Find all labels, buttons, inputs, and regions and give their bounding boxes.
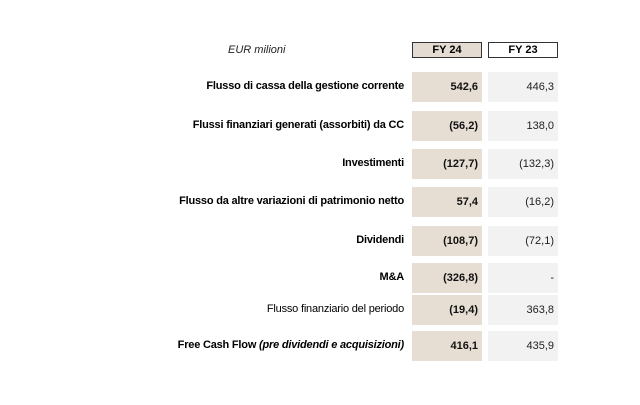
column-header-fy23: FY 23	[488, 42, 558, 58]
cell-fy24-working-capital: (56,2)	[412, 111, 482, 141]
row-label-period-cash-flow: Flusso finanziario del periodo	[266, 303, 404, 315]
cell-fy24-operating-cash-flow: 542,6	[412, 72, 482, 102]
cell-fy23-operating-cash-flow: 446,3	[488, 72, 558, 102]
cell-fy24-period-cash-flow: (19,4)	[412, 295, 482, 325]
column-header-fy24: FY 24	[412, 42, 482, 58]
cell-fy24-free-cash-flow: 416,1	[412, 331, 482, 361]
cell-fy23-period-cash-flow: 363,8	[488, 295, 558, 325]
free-cash-flow-label: Free Cash Flow	[177, 339, 260, 351]
row-label-equity-changes: Flusso da altre variazioni di patrimonio netto	[179, 195, 404, 207]
row-label-dividends: Dividendi	[356, 234, 404, 246]
cell-fy23-dividends: (72,1)	[488, 226, 558, 256]
cell-fy24-dividends: (108,7)	[412, 226, 482, 256]
row-label-working-capital: Flussi finanziari generati (assorbiti) da CC	[192, 119, 404, 131]
cell-fy23-equity-changes: (16,2)	[488, 187, 558, 217]
row-label-mergers-acquisitions: M&A	[379, 271, 404, 283]
cell-fy23-investments: (132,3)	[488, 149, 558, 179]
free-cash-flow-note: (pre dividendi e acquisizioni)	[259, 339, 404, 351]
row-label-operating-cash-flow: Flusso di cassa della gestione corrente	[206, 80, 404, 92]
row-label-free-cash-flow	[178, 339, 404, 351]
cell-fy23-free-cash-flow: 435,9	[488, 331, 558, 361]
cell-fy23-working-capital: 138,0	[488, 111, 558, 141]
cell-fy24-mergers-acquisitions: (326,8)	[412, 263, 482, 293]
cell-fy24-investments: (127,7)	[412, 149, 482, 179]
row-label-investments: Investimenti	[342, 157, 404, 169]
cell-fy24-equity-changes: 57,4	[412, 187, 482, 217]
cell-fy23-mergers-acquisitions: -	[488, 263, 558, 293]
unit-label: EUR milioni	[228, 44, 286, 56]
